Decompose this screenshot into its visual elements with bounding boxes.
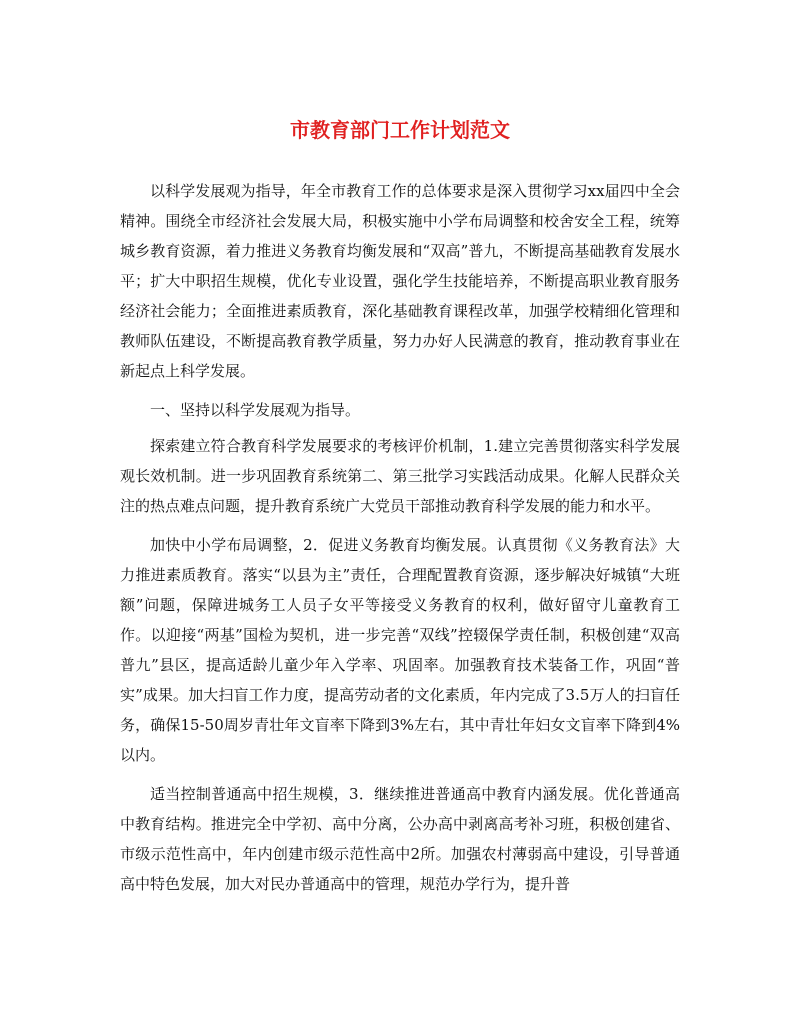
paragraph-intro: 以科学发展观为指导，年全市教育工作的总体要求是深入贯彻学习xx届四中全会精神。围绕全市经济社会发展大局，积极实施中小学布局调整和校舍安全工程，统筹城乡教育资源，着力推进义务教育均衡发展和“双高”普九，不断提高基础教育发展水平；扩大中职招生规模，优化专业设置，强化学生技能培养，不断提高职业教育服务经济社会能力；全面推进素质教育，深化基础教育课程改革，加强学校精细化管理和教师队伍建设，不断提高教育教学质量，努力办好人民满意的教育，推动教育事业在新起点上科学发展。 — [120, 182, 680, 380]
document-body — [120, 176, 680, 908]
paragraph-1: 探索建立符合教育科学发展要求的考核评价机制，1.建立完善贯彻落实科学发展观长效机制。进一步巩固教育系统第二、第三批学习实践活动成果。化解人民群众关注的热点难点问题，提升教育系统广大党员干部推动教育科学发展的能力和水平。 — [120, 437, 680, 515]
section-heading-1: 一、坚持以科学发展观为指导。 — [150, 401, 361, 419]
paragraph-2: 加快中小学布局调整，2．促进义务教育均衡发展。认真贯彻《义务教育法》大力推进素质教育。落实“以县为主”责任，合理配置教育资源，逐步解决好城镇“大班额”问题，保障进城务工人员子女平等接受义务教育的权利，做好留守儿童教育工作。以迎接“两基”国检为契机，进一步完善“双线”控辍保学责任制，积极创建“双高普九”县区，提高适龄儿童少年入学率、巩固率。加强教育技术装备工作，巩固“普实”成果。加大扫盲工作力度，提高劳动者的文化素质，年内完成了3.5万人的扫盲任务，确保15-50周岁青壮年文盲率下降到3%左右，其中青壮年妇女文盲率下降到4%以内。 — [120, 536, 680, 764]
document-title: 市教育部门工作计划范文 — [290, 118, 510, 142]
paragraph-3: 适当控制普通高中招生规模，3．继续推进普通高中教育内涵发展。优化普通高中教育结构。推进完全中学初、高中分离，公办高中剥离高考补习班，积极创建省、市级示范性高中，年内创建市级示范性高中2所。加强农村薄弱高中建设，引导普通高中特色发展，加大对民办普通高中的管理，规范办学行为，提升普 — [120, 785, 680, 893]
